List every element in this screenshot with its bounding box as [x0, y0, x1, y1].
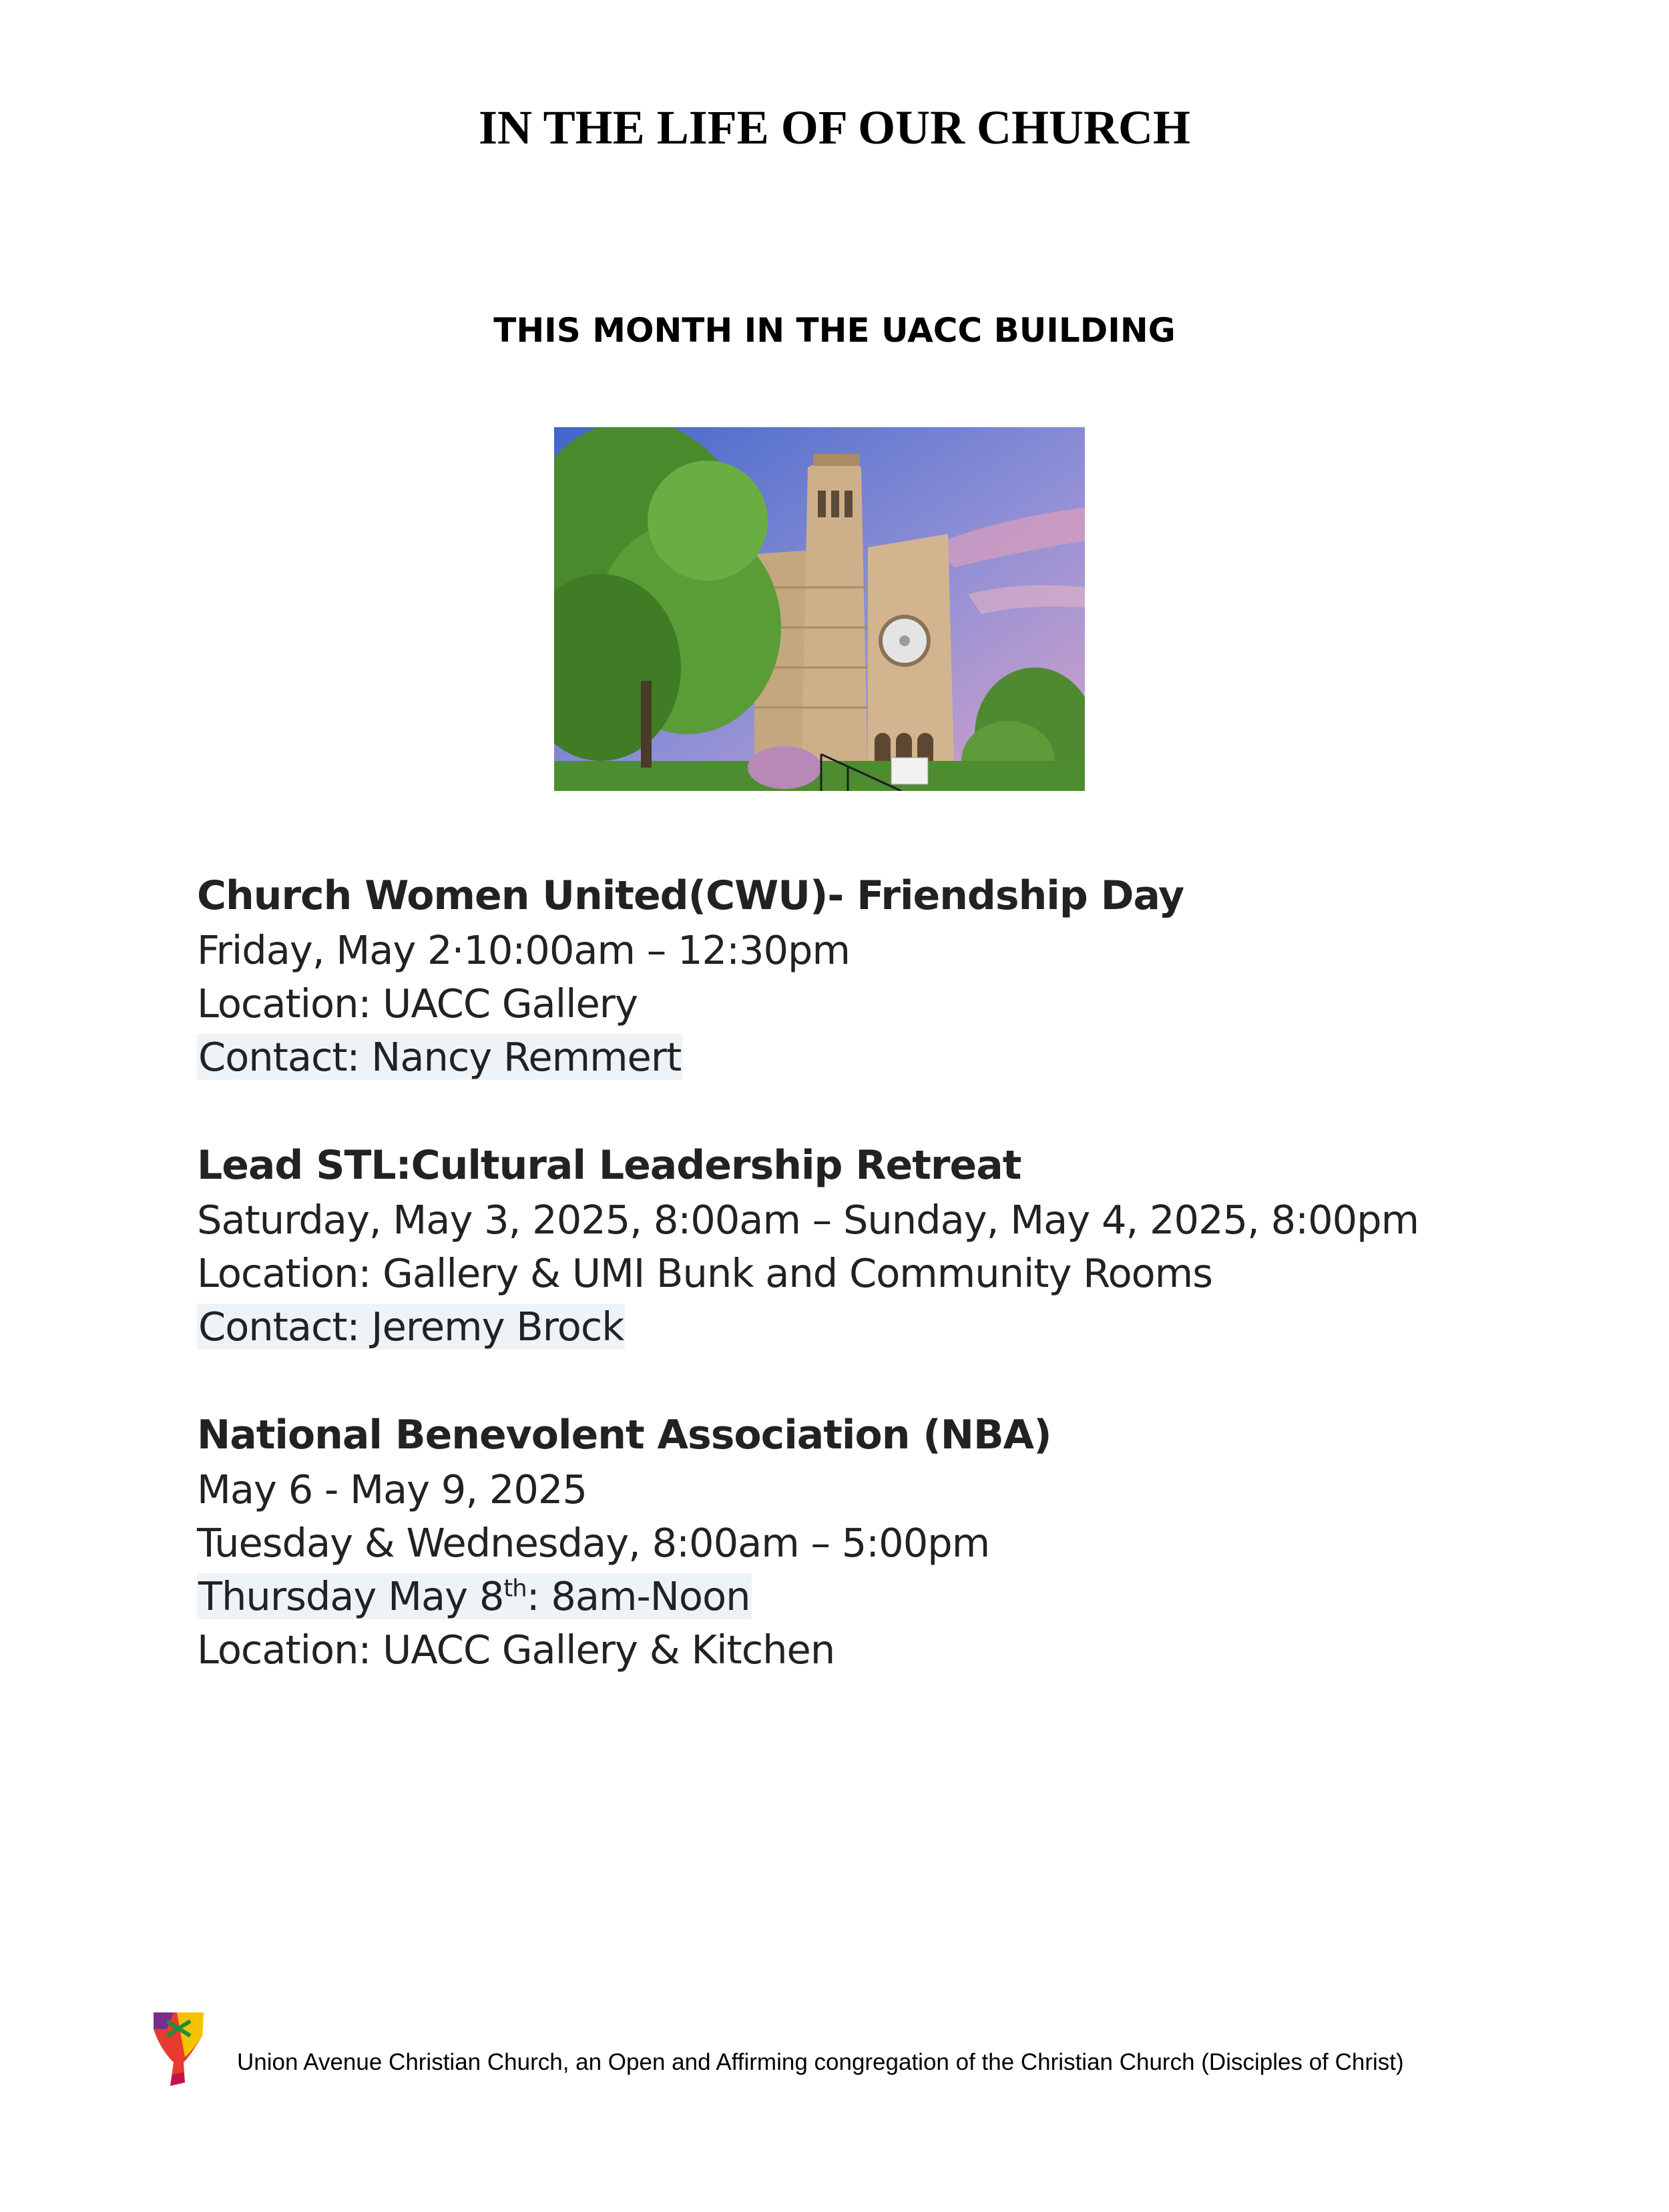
event-lead-stl	[197, 1137, 1532, 1354]
event-contact: Contact: Nancy Remmert	[198, 1034, 682, 1080]
event-title: National Benevolent Association (NBA)	[197, 1412, 1051, 1458]
event-title: Lead STL:Cultural Leadership Retreat	[197, 1142, 1021, 1189]
footer-text: Union Avenue Christian Church, an Open and Affirming congregation of the Christian Church (Disciples of Christ)	[237, 2049, 1404, 2075]
church-building-photo	[554, 427, 1085, 791]
event-title: Church Women United(CWU)- Friendship Day	[197, 872, 1184, 919]
section-title: THIS MONTH IN THE UACC BUILDING	[493, 311, 1176, 350]
event-thursday-hours: Thursday May 8th: 8am-Noon	[198, 1573, 750, 1619]
event-cwu	[197, 868, 1532, 1084]
footer	[150, 2009, 1619, 2089]
page-title: IN THE LIFE OF OUR CHURCH	[478, 101, 1191, 154]
event-location: Location: UACC Gallery & Kitchen	[197, 1627, 835, 1673]
event-list	[197, 868, 1532, 1730]
chalice-logo-icon	[150, 2009, 207, 2089]
event-contact: Contact: Jeremy Brock	[198, 1304, 624, 1350]
event-date-time: Saturday, May 3, 2025, 8:00am – Sunday, May 4, 2025, 8:00pm	[197, 1197, 1419, 1243]
event-dates: May 6 - May 9, 2025	[197, 1466, 587, 1512]
event-location: Location: UACC Gallery	[197, 981, 638, 1027]
event-location: Location: Gallery & UMI Bunk and Community Rooms	[197, 1250, 1212, 1296]
event-nba	[197, 1407, 1532, 1677]
event-date-time: Tuesday & Wednesday, 8:00am – 5:00pm	[197, 1520, 990, 1566]
event-date-time: Friday, May 2·10:00am – 12:30pm	[197, 927, 850, 973]
